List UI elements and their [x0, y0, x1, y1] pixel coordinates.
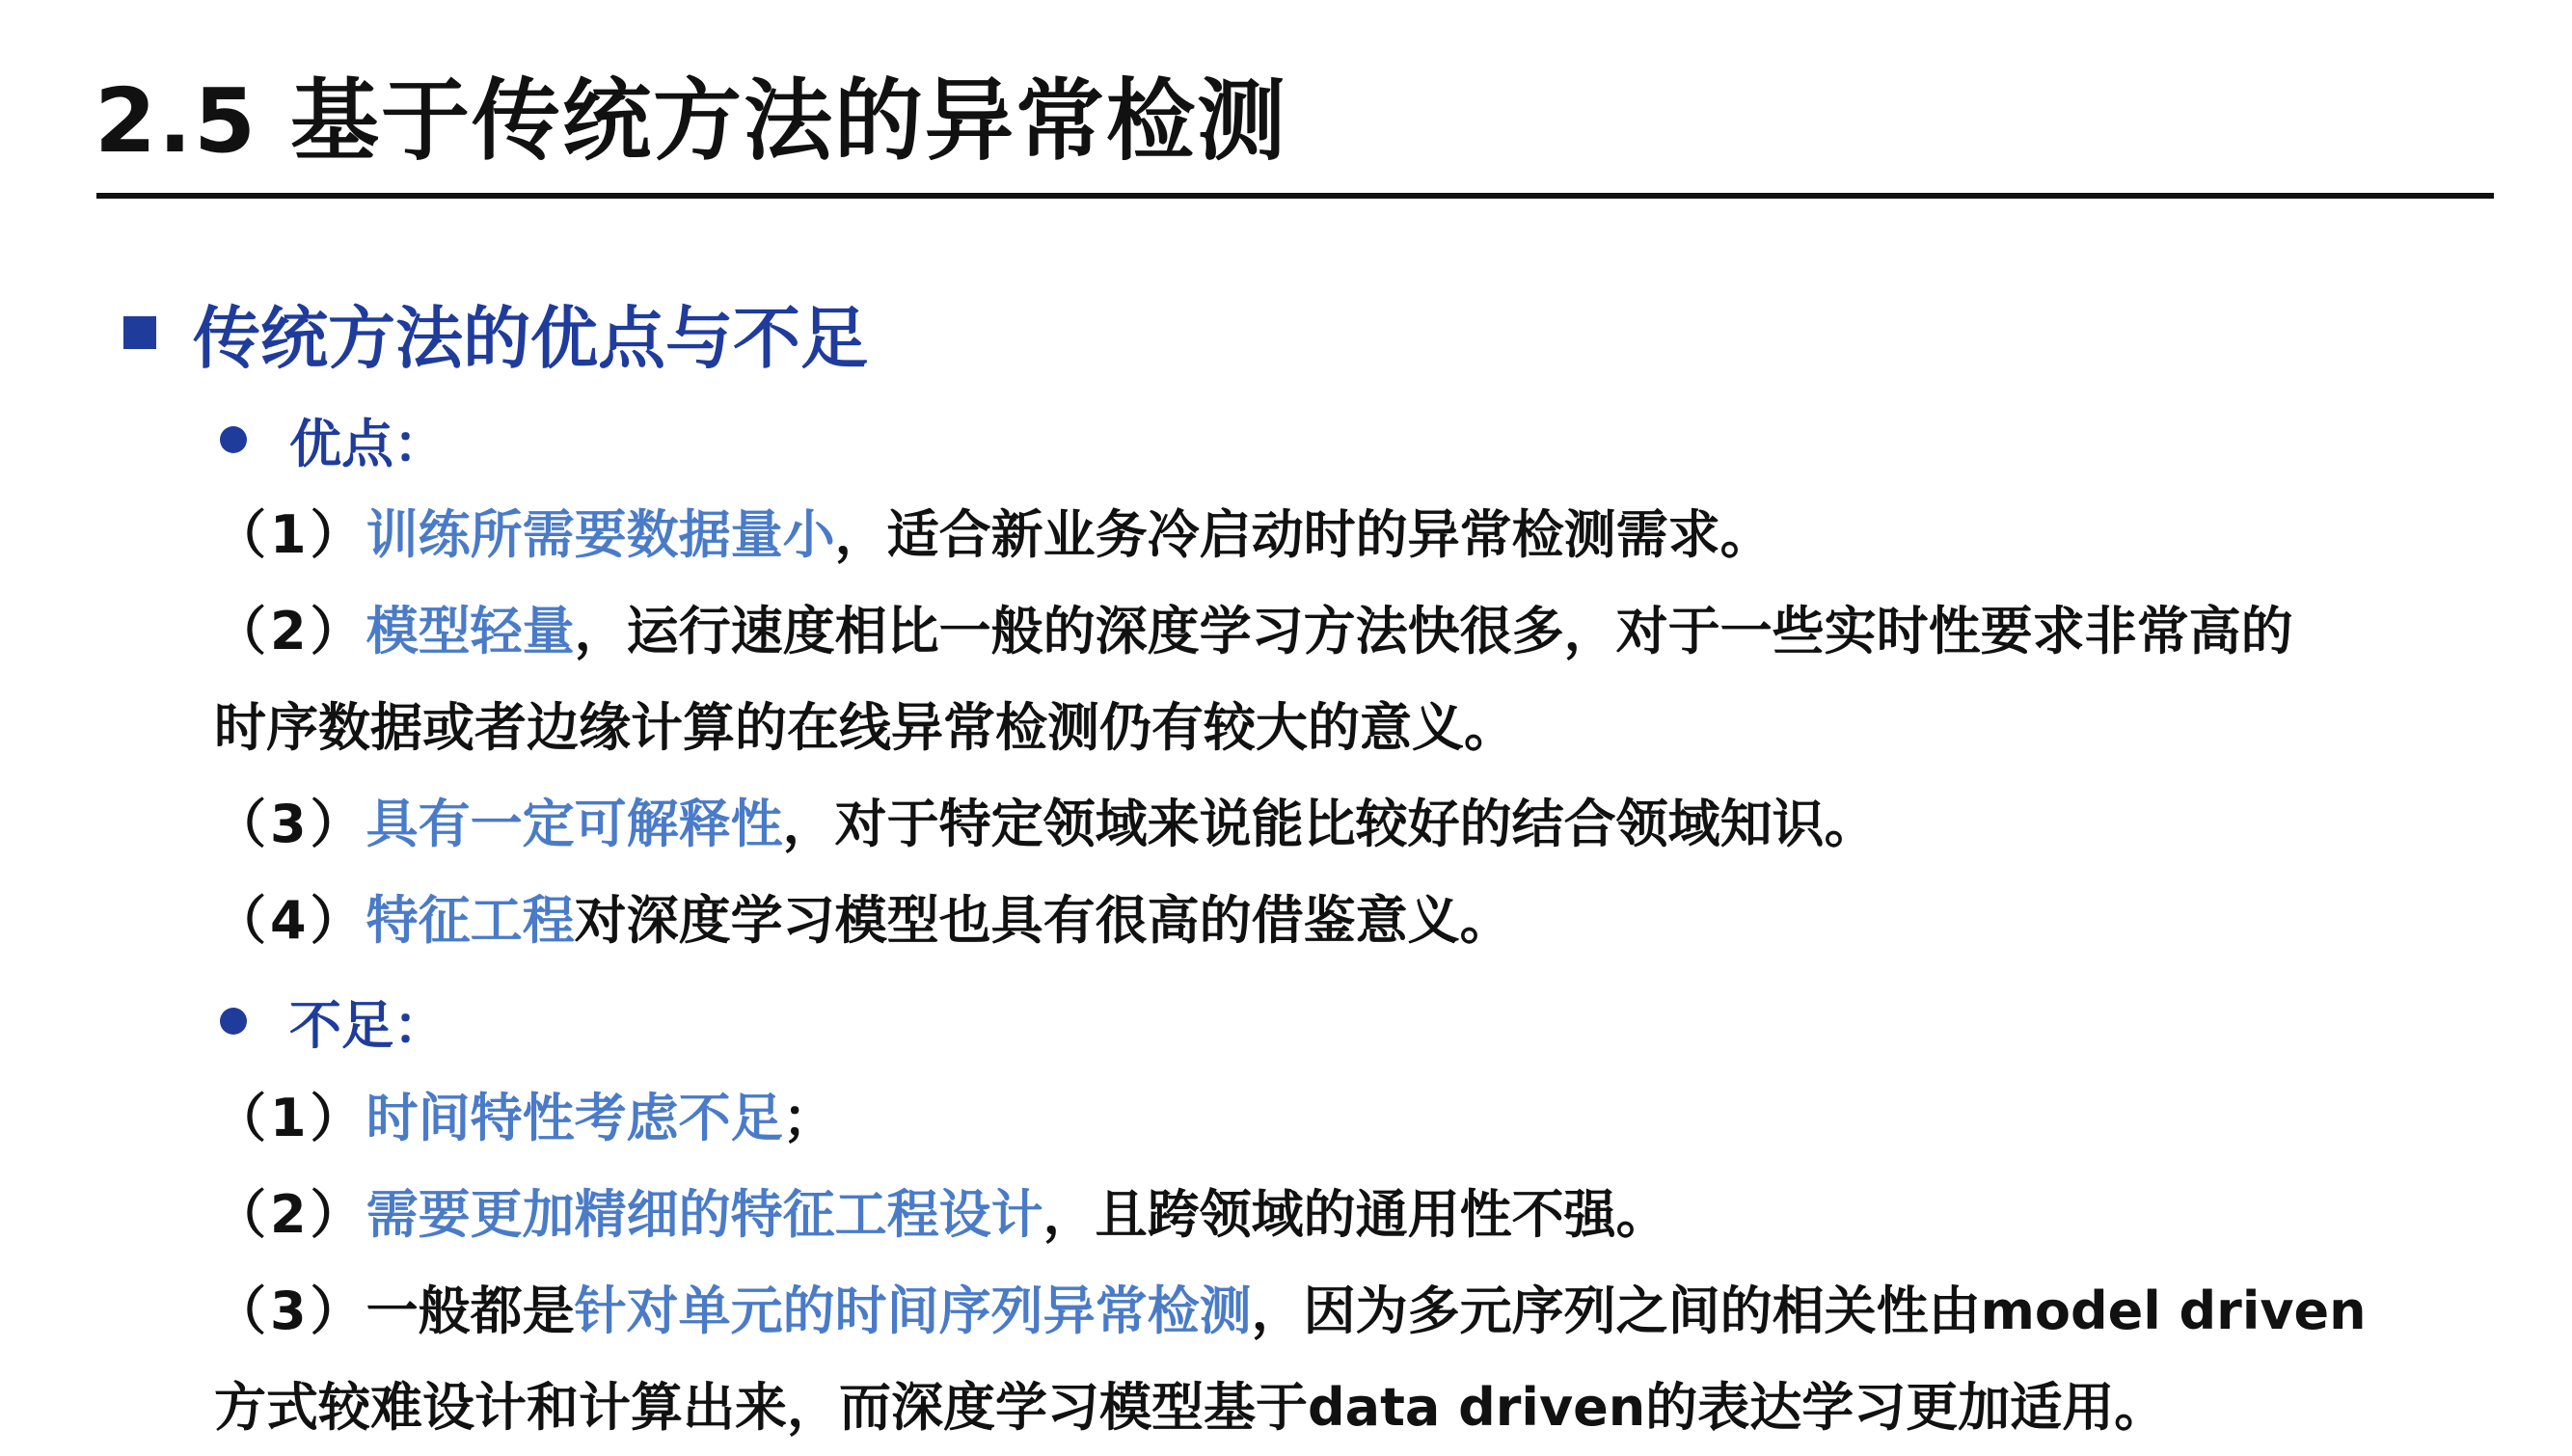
disadvantage-item-2 [214, 1167, 1668, 1263]
item-number: （1） [214, 1088, 366, 1148]
section-heading [123, 289, 868, 376]
bullet-dot-icon [220, 1008, 247, 1035]
disadvantage-item-3 [214, 1263, 2367, 1360]
title-divider [96, 193, 2494, 199]
item-text: ，因为多元序列之间的相关性由model driven [1251, 1281, 2367, 1341]
item-text: ，且跨领域的通用性不强。 [1042, 1184, 1668, 1245]
item-text: 对深度学习模型也具有很高的借鉴意义。 [574, 890, 1512, 951]
item-text: ； [782, 1088, 835, 1148]
item-number: （1） [214, 504, 366, 565]
item-highlight: 时间特性考虑不足 [365, 1088, 783, 1148]
item-highlight: 训练所需要数据量小 [365, 504, 835, 565]
item-highlight: 需要更加精细的特征工程设计 [365, 1184, 1043, 1245]
item-text: ，适合新业务冷启动时的异常检测需求。 [834, 504, 1773, 565]
item-highlight: 针对单元的时间序列异常检测 [574, 1281, 1252, 1341]
advantage-item-3 [214, 776, 1877, 873]
disadvantages-heading [220, 981, 446, 1062]
advantage-item-1 [214, 487, 1773, 583]
item-number: （2） [214, 1184, 366, 1245]
advantage-item-2 [214, 583, 2293, 680]
item-highlight: 特征工程 [365, 890, 575, 951]
advantages-heading [220, 399, 446, 480]
item-highlight: 模型轻量 [365, 601, 575, 661]
slide-title: 2.5 基于传统方法的异常检测 [95, 69, 1288, 173]
item-number: （3） [214, 794, 366, 854]
square-bullet-icon [123, 316, 156, 349]
advantage-item-2-continuation: 时序数据或者边缘计算的在线异常检测仍有较大的意义。 [214, 697, 1516, 758]
section-heading-text: 传统方法的优点与不足 [193, 298, 868, 378]
item-text: ，对于特定领域来说能比较好的结合领域知识。 [782, 794, 1877, 854]
disadvantage-item-1 [214, 1070, 835, 1167]
item-number: （2） [214, 601, 366, 661]
disadvantage-item-3-continuation: 方式较难设计和计算出来，而深度学习模型基于data driven的表达学习更加适用。 [214, 1377, 2167, 1438]
item-number: （3） [214, 1281, 366, 1341]
item-text-prefix: 一般都是 [365, 1281, 575, 1341]
disadvantages-heading-text: 不足： [289, 994, 446, 1056]
item-number: （4） [214, 890, 366, 951]
advantage-item-4 [214, 873, 1512, 969]
item-highlight: 具有一定可解释性 [365, 794, 783, 854]
item-text: ，运行速度相比一般的深度学习方法快很多，对于一些实时性要求非常高的 [574, 601, 2293, 661]
advantages-heading-text: 优点： [289, 413, 446, 474]
bullet-dot-icon [220, 426, 247, 453]
